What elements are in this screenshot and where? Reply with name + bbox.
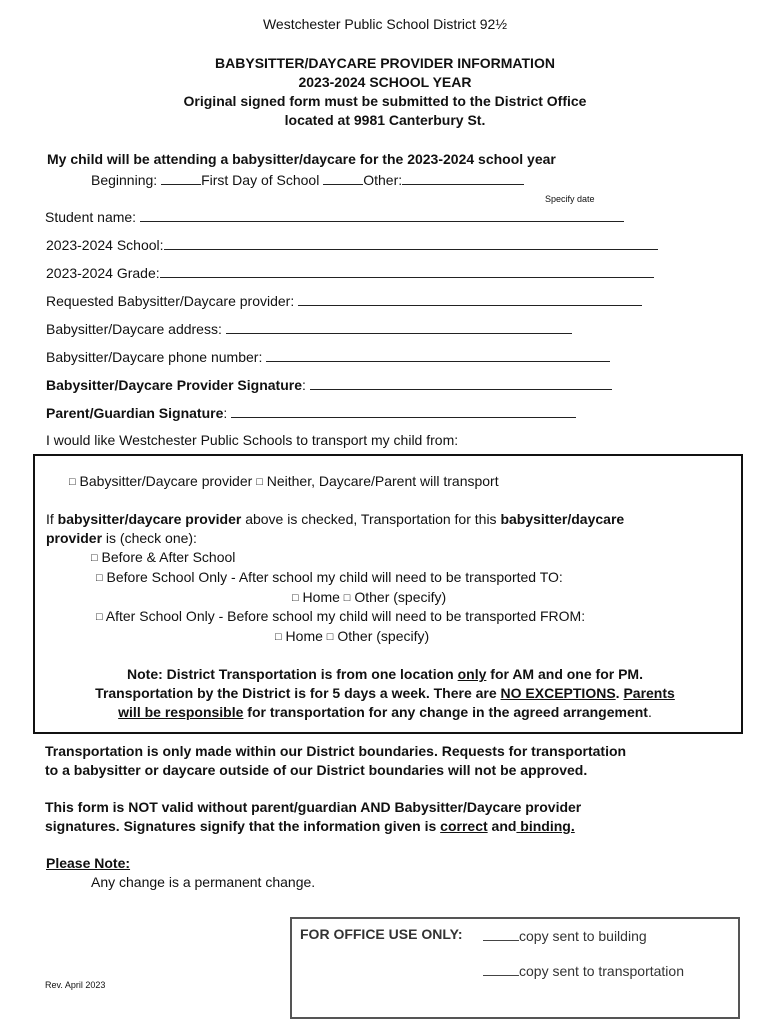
from-origin-row (275, 628, 429, 644)
phone-row (46, 347, 610, 365)
office-address: located at 9981 Canterbury St. (284, 112, 486, 128)
grade-row (46, 263, 654, 281)
parent-signature-row (46, 403, 576, 421)
student-name-label: Student name: (45, 209, 137, 225)
other-date-field[interactable] (402, 170, 524, 185)
school-field[interactable] (164, 235, 658, 250)
before-after-row (91, 549, 235, 565)
grade-field[interactable] (160, 263, 654, 278)
before-after-label: Before & After School (101, 549, 236, 565)
note-line-2 (0, 685, 770, 701)
other-from-checkbox[interactable]: □ (326, 631, 334, 643)
phone-field[interactable] (266, 347, 610, 362)
transportation-copy-blank[interactable] (483, 961, 519, 976)
text: . (647, 704, 652, 720)
if-provider-line-1 (46, 511, 624, 527)
note-line-3 (0, 704, 770, 720)
boundary-line-2: to a babysitter or daycare outside of our District boundaries will not be approved. (45, 762, 588, 778)
transportation-copy-row (483, 961, 684, 979)
text: babysitter/daycare (500, 511, 625, 527)
grade-label: 2023-2024 Grade: (46, 265, 160, 281)
text: signatures. Signatures signify that the information given is (45, 818, 441, 834)
address-field[interactable] (226, 319, 572, 334)
text: provider (46, 530, 103, 546)
boundary-line-1: Transportation is only made within our District boundaries. Requests for transportation (45, 743, 627, 759)
text: Transportation by the District is for 5 days a week. There are (95, 685, 501, 701)
text: . (615, 685, 624, 701)
colon: : (302, 377, 306, 393)
other-label: Other: (363, 172, 403, 188)
form-title: BABYSITTER/DAYCARE PROVIDER INFORMATION (215, 55, 555, 71)
before-only-row (96, 569, 563, 585)
text: binding. (516, 818, 575, 834)
district-name: Westchester Public School District 92½ (262, 16, 508, 32)
text: for transportation for any change in the agreed arrangement (243, 704, 648, 720)
address-label: Babysitter/Daycare address: (46, 321, 222, 337)
text: Note: District Transportation is from one location (127, 666, 458, 682)
provider-checkbox[interactable]: □ (69, 476, 76, 488)
building-copy-row (483, 926, 647, 944)
office-use-title: FOR OFFICE USE ONLY: (300, 926, 463, 942)
specify-date-hint: Specify date (545, 194, 595, 204)
neither-checkbox[interactable]: □ (256, 476, 263, 488)
parent-signature-label: Parent/Guardian Signature (46, 405, 224, 421)
text: is (check one): (102, 530, 197, 546)
text: only (457, 666, 487, 682)
home-from-checkbox[interactable]: □ (275, 631, 282, 643)
home-from-label: Home (285, 628, 323, 644)
transport-choice-row (69, 473, 499, 489)
beginning-label: Beginning: (91, 172, 158, 188)
student-name-field[interactable] (140, 207, 624, 222)
phone-label: Babysitter/Daycare phone number: (46, 349, 263, 365)
beginning-row (91, 170, 524, 188)
if-provider-line-2 (46, 530, 197, 546)
submission-note: Original signed form must be submitted to the District Office (183, 93, 587, 109)
provider-field[interactable] (298, 291, 642, 306)
text: NO EXCEPTIONS (500, 685, 616, 701)
first-day-label: First Day of School (201, 172, 320, 188)
provider-option-label: Babysitter/Daycare provider (79, 473, 253, 489)
colon: : (223, 405, 228, 421)
home-to-checkbox[interactable]: □ (292, 592, 299, 604)
validity-line-2 (45, 818, 575, 834)
address-row (46, 319, 572, 337)
to-destination-row (292, 589, 446, 605)
transport-intro: I would like Westchester Public Schools to transport my child from: (46, 432, 459, 448)
parent-signature-field[interactable] (231, 403, 576, 418)
first-day-blank[interactable] (161, 170, 201, 185)
revision-date: Rev. April 2023 (45, 980, 106, 990)
school-year: 2023-2024 SCHOOL YEAR (298, 74, 472, 90)
provider-row (46, 291, 642, 309)
text: for AM and one for PM. (486, 666, 643, 682)
other-to-label: Other (specify) (354, 589, 447, 605)
provider-label: Requested Babysitter/Daycare provider: (46, 293, 295, 309)
please-note-title: Please Note: (46, 855, 131, 871)
text: correct (440, 818, 488, 834)
after-only-checkbox[interactable]: □ (96, 611, 103, 623)
neither-option-label: Neither, Daycare/Parent will transport (266, 473, 499, 489)
validity-line-1: This form is NOT valid without parent/guardian AND Babysitter/Daycare provider (45, 799, 582, 815)
after-only-label: After School Only - Before school my child will need to be transported FROM: (105, 608, 586, 624)
provider-signature-row (46, 375, 612, 393)
other-date-check-blank[interactable] (323, 170, 363, 185)
home-to-label: Home (302, 589, 340, 605)
text: babysitter/daycare provider (57, 511, 242, 527)
provider-signature-field[interactable] (310, 375, 612, 390)
student-name-row (45, 207, 624, 225)
text: If (46, 511, 58, 527)
before-only-checkbox[interactable]: □ (96, 572, 103, 584)
school-row (46, 235, 658, 253)
text: Parents (623, 685, 675, 701)
please-note-text: Any change is a permanent change. (91, 874, 316, 890)
text: will be responsible (118, 704, 244, 720)
building-copy-blank[interactable] (483, 926, 519, 941)
other-from-label: Other (specify) (337, 628, 430, 644)
text: above is checked, Transportation for this (241, 511, 501, 527)
transportation-copy-label: copy sent to transportation (519, 963, 684, 979)
note-line-1 (0, 666, 770, 682)
other-to-checkbox[interactable]: □ (343, 592, 351, 604)
attendance-statement: My child will be attending a babysitter/daycare for the 2023-2024 school year (47, 151, 556, 167)
before-after-checkbox[interactable]: □ (91, 552, 98, 564)
before-only-label: Before School Only - After school my child will need to be transported TO: (106, 569, 563, 585)
school-label: 2023-2024 School: (46, 237, 164, 253)
building-copy-label: copy sent to building (519, 928, 647, 944)
after-only-row (96, 608, 585, 624)
provider-signature-label: Babysitter/Daycare Provider Signature (46, 377, 302, 393)
text: and (487, 818, 517, 834)
